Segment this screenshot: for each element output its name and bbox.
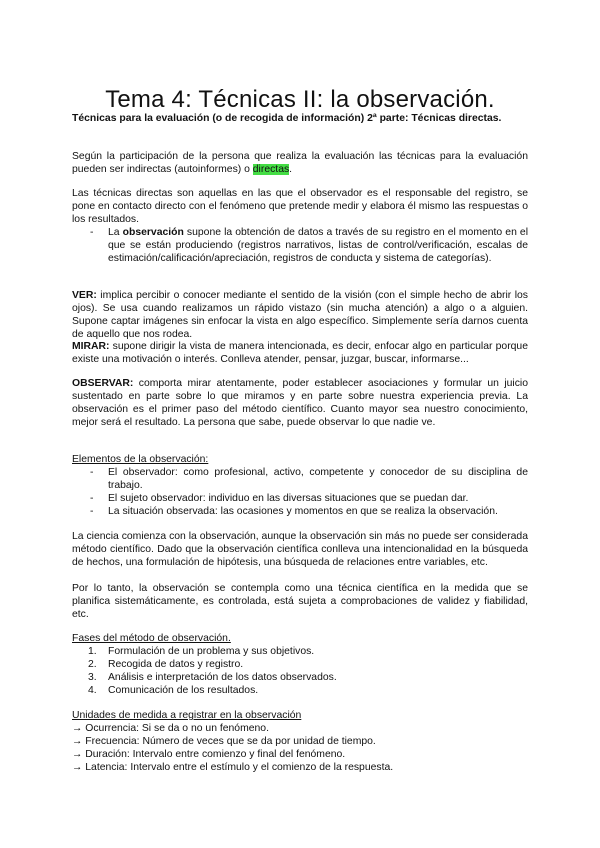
unidades-item-ocurrencia: → Ocurrencia: Si se da o no un fenómeno. — [72, 723, 269, 734]
observacion-list — [72, 226, 528, 265]
unidades-list — [72, 722, 528, 774]
list-marker: - — [90, 506, 94, 518]
list-number: 3. — [88, 672, 97, 684]
page-title: Tema 4: Técnicas II: la observación. — [105, 86, 495, 114]
elementos-heading: Elementos de la observación: — [72, 454, 209, 465]
subtitle: Técnicas para la evaluación (o de recogida de información) 2ª parte: Técnicas directas. — [72, 113, 502, 124]
observacion-term: observación — [122, 227, 184, 238]
list-item — [72, 492, 528, 505]
intro-paragraph — [72, 150, 528, 176]
list-item — [72, 658, 528, 671]
ver-paragraph — [72, 289, 528, 341]
mirar-text: supone dirigir la vista de manera intencionada, es decir, enfocar algo en particular porque existe una motivación o interés. Conlleva atender, pensar, juzgar, buscar, informarse... — [72, 341, 528, 366]
unidades-item-duracion: → Duración: Intervalo entre comienzo y final del fenómeno. — [72, 749, 346, 761]
unidades-heading: Unidades de medida a registrar en la observación — [72, 710, 302, 721]
list-marker: - — [90, 227, 94, 238]
ver-text: implica percibir o conocer mediante el sentido de la visión (con el simple hecho de abrir los ojos). Se usa cuando realizamos un rápido vistazo (sin mucha atención) a algo o a alguien. Supone captar imágenes sin enfocar la vista en algo específico. Simplemente sería darnos cuenta de aquello que nos rodea. — [72, 290, 528, 341]
observar-paragraph — [72, 377, 528, 429]
intro-end: . — [289, 164, 293, 176]
mirar-term: MIRAR: — [72, 341, 110, 352]
list-item — [72, 226, 528, 265]
list-number: 4. — [88, 685, 97, 697]
observacion-pre: La — [108, 227, 123, 238]
list-number: 2. — [88, 659, 97, 671]
list-item — [72, 466, 528, 492]
fases-item-2: Recogida de datos y registro. — [108, 659, 244, 671]
unidades-item-frecuencia: → Frecuencia: Número de veces que se da por unidad de tiempo. — [72, 736, 376, 748]
list-item — [72, 671, 528, 684]
list-marker: - — [90, 467, 94, 478]
mirar-paragraph — [72, 340, 528, 366]
elementos-item-2: El sujeto observador: individuo en las diversas situaciones que se puedan dar. — [108, 493, 469, 505]
ciencia-paragraph: La ciencia comienza con la observación, aunque la observación sin más no puede ser considerada método científico. Dado que la observación científica conlleva una intencionalidad en la búsqueda de hechos, una formulación de hipótesis, una búsqueda de relaciones entre variables, etc. — [72, 531, 528, 569]
unidades-item-latencia: → Latencia: Intervalo entre el estímulo y el comienzo de la respuesta. — [72, 762, 394, 774]
list-item — [72, 645, 528, 658]
observar-term: OBSERVAR: — [72, 378, 134, 389]
list-item — [72, 684, 528, 697]
fases-list — [72, 645, 528, 697]
por-tanto-paragraph: Por lo tanto, la observación se contempla como una técnica científica en la medida que se planifica sistemáticamente, es controlada, está sujeta a comprobaciones de validez y fiabilidad, etc. — [72, 583, 528, 621]
directas-definition: Las técnicas directas son aquellas en las que el observador es el responsable del registro, se pone en contacto directo con el fenómeno que pretende medir y elabora él mismo las respuestas o los resultados. — [72, 188, 528, 226]
elementos-list — [72, 466, 528, 518]
list-number: 1. — [88, 646, 97, 657]
elementos-item-1: El observador: como profesional, activo, competente y conocedor de su disciplina de trabajo. — [108, 467, 528, 492]
list-item — [72, 505, 528, 518]
elementos-item-3: La situación observada: las ocasiones y momentos en que se realiza la observación. — [108, 506, 498, 518]
fases-item-4: Comunicación de los resultados. — [108, 685, 259, 697]
intro-text: Según la participación de la persona que realiza la evaluación las técnicas para la evaluación pueden ser indirectas (autoinformes) o — [72, 151, 528, 176]
ver-term: VER: — [72, 290, 97, 301]
observacion-rest: supone la obtención de datos a través de su registro en el momento en el que se están produciendo (registros narrativos, listas de control/verificación, escalas de estimación/calificación/apreciación, registros de conducta y sistema de categorías). — [108, 227, 529, 265]
fases-item-1: Formulación de un problema y sus objetivos. — [108, 646, 315, 657]
list-marker: - — [90, 493, 94, 505]
fases-heading: Fases del método de observación. — [72, 633, 231, 644]
highlight-directas: directas — [252, 164, 290, 176]
observar-text: comporta mirar atentamente, poder establecer asociaciones y formular un juicio sustentado en parte sobre lo que miramos y en parte sobre nuestra experiencia previa. La observación es el primer paso del método científico. Cuanto mayor sea nuestro conocimiento, mejor será el resultado. La persona que sabe, puede observar lo que nadie ve. — [72, 378, 528, 429]
fases-item-3: Análisis e interpretación de los datos observados. — [108, 672, 337, 684]
